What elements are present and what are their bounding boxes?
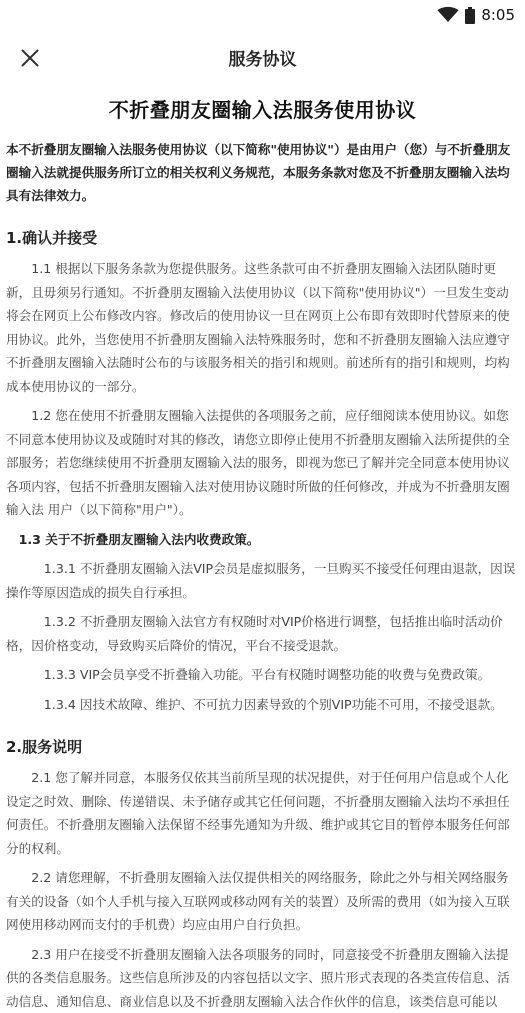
intro-paragraph: 本不折叠朋友圈输入法服务使用协议（以下简称"使用协议"）是由用户（您）与不折叠朋友圈输入法就提供服务所订立的相关权利义务规范，本服务条款对您及不折叠朋友圈输入法均具有法律效力。 [6,138,519,207]
agreement-content[interactable] [0,85,525,940]
page-title: 服务协议 [0,45,525,70]
status-bar [0,0,525,30]
clause-1-1: 1.1 根据以下服务条款为您提供服务。这些条款可由不折叠朋友圈输入法团队随时更新，且毋须另行通知。不折叠朋友圈输入法使用协议（以下简称"使用协议"）一旦发生变动将会在网页上公布修改内容。修改后的使用协议一旦在网页上公布即有效即时代替原来的使用协议。此外，当您使用不折叠朋友圈输入法特殊服务时，您和不折叠朋友圈输入法应遵守不折叠朋友圈输入法随时公布的与该服务相关的指引和规则。前述所有的指引和规则，均构成本使用协议的一部分。 [6,257,519,398]
status-icons [437,6,515,24]
clause-1-3-4: 1.3.4 因技术故障、维护、不可抗力因素导致的个别VIP功能不可用，不接受退款。 [6,693,519,717]
battery-icon [465,7,475,24]
clause-2-2: 2.2 请您理解，不折叠朋友圈输入法仅提供相关的网络服务，除此之外与相关网络服务有关的设备（如个人手机与接入互联网或移动网有关的装置）及所需的费用（如为接入互联网使用移动网而支付的手机费）均应由用户自行负担。 [6,866,519,937]
wifi-icon [437,7,459,23]
clause-1-3-2: 1.3.2 不折叠朋友圈输入法官方有权随时对VIP价格进行调整，包括推出临时活动价格，因价格变动，导致购买后降价的情况，平台不接受退款。 [6,610,519,657]
app-bar [0,30,525,85]
section-heading: 2.服务说明 [6,734,519,760]
clause-1-3-1: 1.3.1 不折叠朋友圈输入法VIP会员是虚拟服务，一旦购买不接受任何理由退款，因误操作等原因造成的损失自行承担。 [6,557,519,604]
clause-1-3-heading: 1.3 关于不折叠朋友圈输入法内收费政策。 [6,528,519,552]
status-time: 8:05 [481,6,515,24]
clause-1-2: 1.2 您在使用不折叠朋友圈输入法提供的各项服务之前，应仔细阅读本使用协议。如您不同意本使用协议及或随时对其的修改，请您立即停止使用不折叠朋友圈输入法所提供的全部服务；若您继续使用不折叠朋友圈输入法的服务，即视为您已了解并完全同意本使用协议各项内容，包括不折叠朋友圈输入法对使用协议随时所做的任何修改，并成为不折叠朋友圈输入法 用户（以下简称"用户"）。 [6,404,519,522]
clause-1-3-3: 1.3.3 VIP会员享受不折叠输入功能。平台有权随时调整功能的收费与免费政策。 [6,663,519,687]
section-heading: 1.确认并接受 [6,225,519,251]
document-title: 不折叠朋友圈输入法服务使用协议 [6,95,519,125]
clause-2-1: 2.1 您了解并同意，本服务仅依其当前所呈现的状况提供，对于任何用户信息或个人化设定之时效、删除、传递错误、未予储存或其它任何问题，不折叠朋友圈输入法均不承担任何责任。不折叠朋友圈输入法保留不经事先通知为升级、维护或其它目的暂停本服务任何部分的权利。 [6,766,519,860]
clause-2-3: 2.3 用户在接受不折叠朋友圈输入法各项服务的同时，同意接受不折叠朋友圈输入法提供的各类信息服务。这些信息所涉及的内容包括以文字、照片形式表现的各类宣传信息、活动信息、通知信息、商业信息以及不折叠朋友圈输入法合作伙伴的信息，该类信息可能以 [6,943,519,1013]
